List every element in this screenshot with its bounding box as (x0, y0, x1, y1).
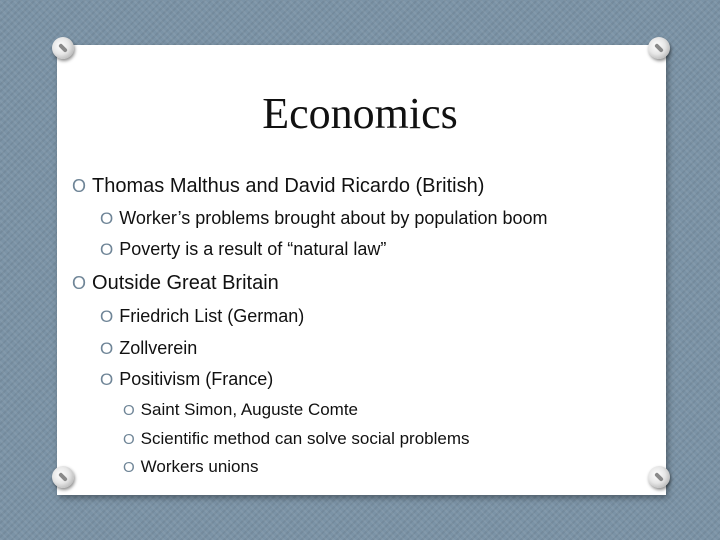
bullet-text: Worker’s problems brought about by population boom (119, 208, 548, 228)
bullet-item (72, 272, 279, 295)
bullet-icon: O (100, 370, 114, 389)
bullet-text: Outside Great Britain (92, 272, 279, 294)
bullet-icon: O (100, 307, 114, 326)
bullet-text: Positivism (France) (119, 369, 274, 389)
bullet-text: Friedrich List (German) (119, 306, 305, 326)
slide-title: Economics (262, 89, 458, 138)
bullet-item (100, 338, 197, 359)
bullet-icon: O (123, 459, 135, 476)
bullet-icon: O (123, 402, 135, 419)
bullet-item (100, 369, 273, 390)
bullet-item (72, 175, 484, 198)
bullet-text: Zollverein (119, 338, 198, 358)
bullet-text: Thomas Malthus and David Ricardo (British) (92, 175, 485, 197)
bullet-item (100, 306, 304, 327)
bullet-item (123, 400, 358, 420)
bullet-icon: O (100, 240, 114, 259)
bullet-item (123, 457, 258, 477)
pushpin-icon (52, 37, 74, 59)
bullet-text: Saint Simon, Auguste Comte (140, 400, 359, 419)
bullet-icon: O (123, 431, 135, 448)
bullet-text: Poverty is a result of “natural law” (119, 239, 387, 259)
bullet-icon: O (100, 339, 114, 358)
bullet-text: Scientific method can solve social problems (140, 429, 470, 448)
pushpin-icon (648, 466, 670, 488)
pushpin-icon (52, 466, 74, 488)
bullet-icon: O (100, 209, 114, 228)
bullet-text: Workers unions (140, 457, 259, 476)
bullet-icon: O (72, 273, 87, 293)
pushpin-icon (648, 37, 670, 59)
bullet-item (123, 429, 470, 449)
bullet-icon: O (72, 176, 87, 196)
bullet-item (100, 208, 548, 229)
bullet-item (100, 239, 386, 260)
